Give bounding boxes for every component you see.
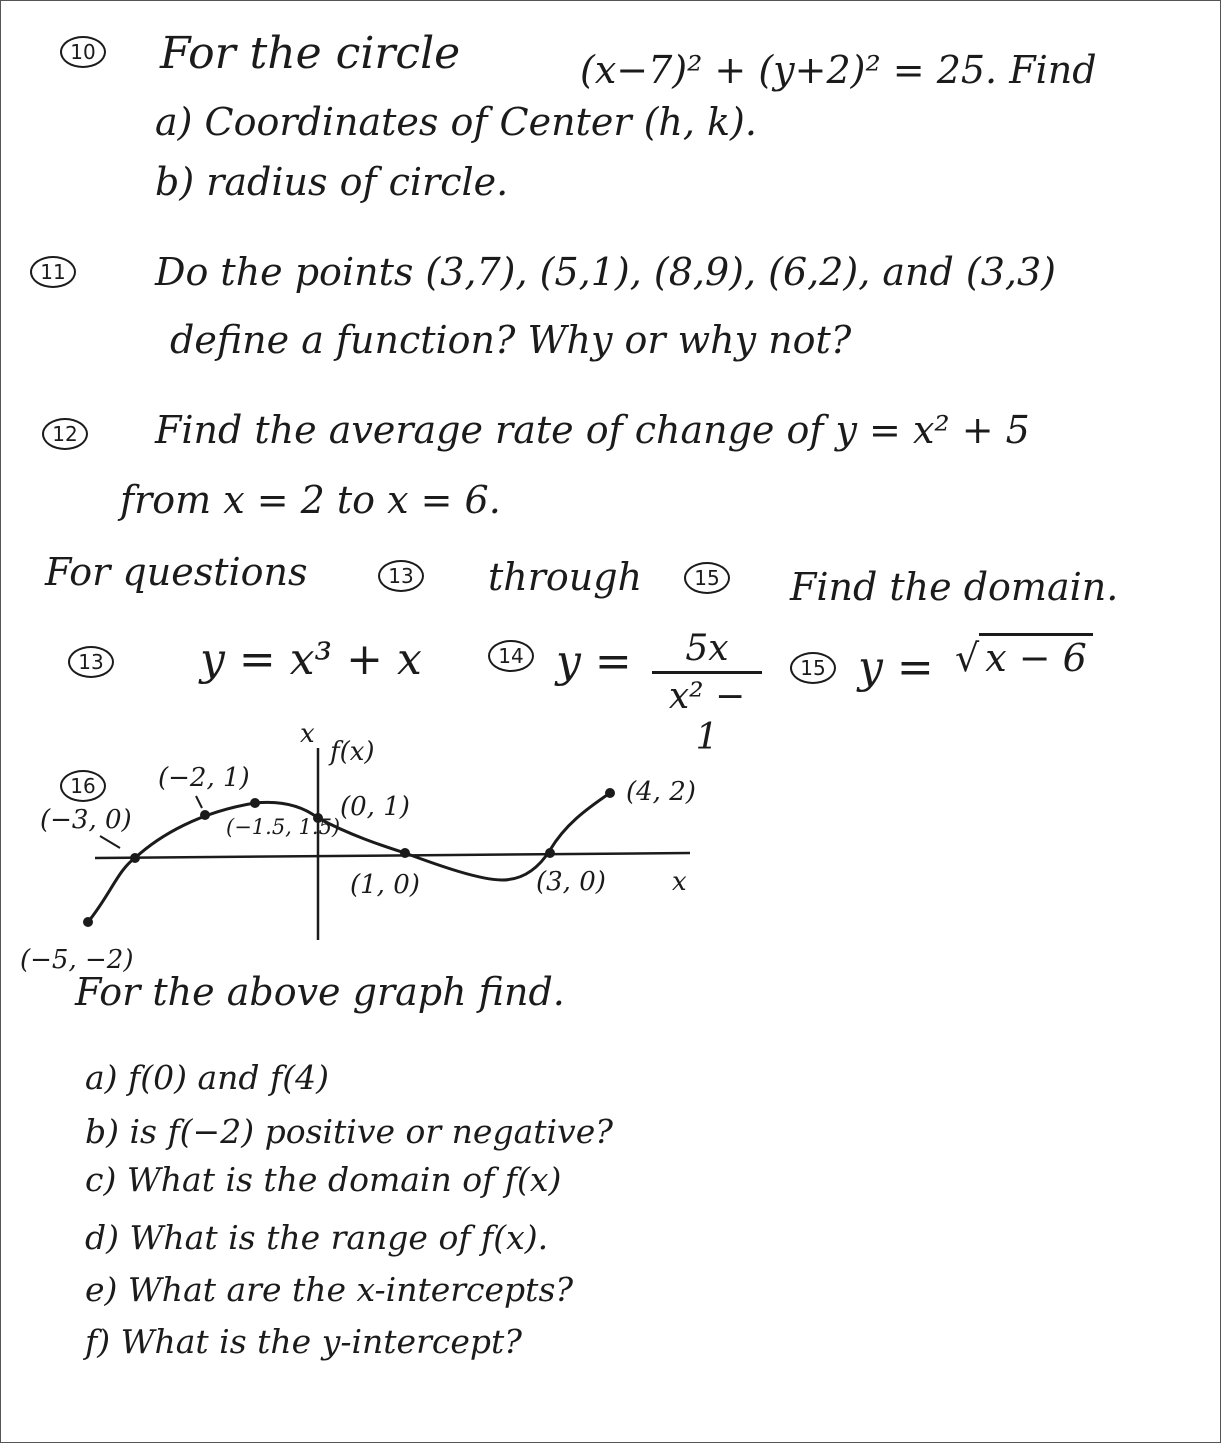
q16-item-a: a) f(0) and f(4) <box>85 1058 329 1097</box>
x-axis-label: x <box>672 867 687 897</box>
point-dot <box>130 853 140 863</box>
point-dot <box>200 810 210 820</box>
question-number-10: 10 <box>60 36 106 68</box>
q14-lhs: y = <box>556 636 632 687</box>
question-number-13: 13 <box>68 646 114 678</box>
point-label: (1, 0) <box>350 870 420 900</box>
question-number-11: 11 <box>30 256 76 288</box>
point-dot <box>400 848 410 858</box>
q10-equation: (x−7)² + (y+2)² = 25. Find <box>580 48 1097 92</box>
q14-denominator: x² − 1 <box>668 676 746 758</box>
q11-line1: Do the points (3,7), (5,1), (8,9), (6,2), and (3,3) <box>155 250 1056 294</box>
q12-line1: Find the average rate of change of y = x² + 5 <box>155 408 1030 452</box>
point-label: (3, 0) <box>536 867 606 897</box>
q16-item-c: c) What is the domain of f(x) <box>85 1160 562 1199</box>
q13-15-intro-start: For questions <box>45 550 308 594</box>
question-number-15: 15 <box>790 652 836 684</box>
ref-13: 13 <box>378 560 424 592</box>
radical-sign: √ <box>955 636 980 680</box>
q16-item-b: b) is f(−2) positive or negative? <box>85 1112 613 1151</box>
q16-item-d: d) What is the range of f(x). <box>85 1218 549 1257</box>
q14-numerator: 5x <box>685 628 729 669</box>
point-label: (4, 2) <box>626 777 696 807</box>
point-dot <box>605 788 615 798</box>
x-axis <box>95 853 690 858</box>
label-arrow <box>100 836 120 848</box>
q15-lhs: y = <box>858 642 934 693</box>
ref-15: 15 <box>684 562 730 594</box>
y-axis-label: f(x) <box>330 737 375 767</box>
question-number-12: 12 <box>42 418 88 450</box>
y-axis-top-mark: x <box>300 719 315 749</box>
point-label: (−1.5, 1.5) <box>226 815 341 839</box>
q15-radicand: x − 6 <box>979 633 1093 680</box>
point-dot <box>83 917 93 927</box>
point-label: (0, 1) <box>340 792 410 822</box>
point-dot <box>545 848 555 858</box>
point-label: (−5, −2) <box>20 945 134 975</box>
question-number-16: 16 <box>60 770 106 802</box>
q11-line2: define a function? Why or why not? <box>170 318 852 362</box>
q13-expression: y = x³ + x <box>200 634 422 685</box>
point-label: (−3, 0) <box>40 805 132 835</box>
q12-line2: from x = 2 to x = 6. <box>120 478 501 522</box>
q13-15-intro-end: Find the domain. <box>790 565 1119 609</box>
label-arrow <box>196 796 202 808</box>
point-dot <box>250 798 260 808</box>
q16-item-f: f) What is the y-intercept? <box>85 1322 522 1361</box>
q10-line1: For the circle <box>160 28 461 79</box>
q10-part-b: b) radius of circle. <box>155 160 509 204</box>
point-label: (−2, 1) <box>158 763 250 793</box>
question-number-14: 14 <box>488 640 534 672</box>
q10-part-a: a) Coordinates of Center (h, k). <box>155 100 757 144</box>
q13-15-intro-through: through <box>488 555 643 599</box>
q16-intro: For the above graph find. <box>75 970 565 1014</box>
q16-item-e: e) What are the x-intercepts? <box>85 1270 574 1309</box>
